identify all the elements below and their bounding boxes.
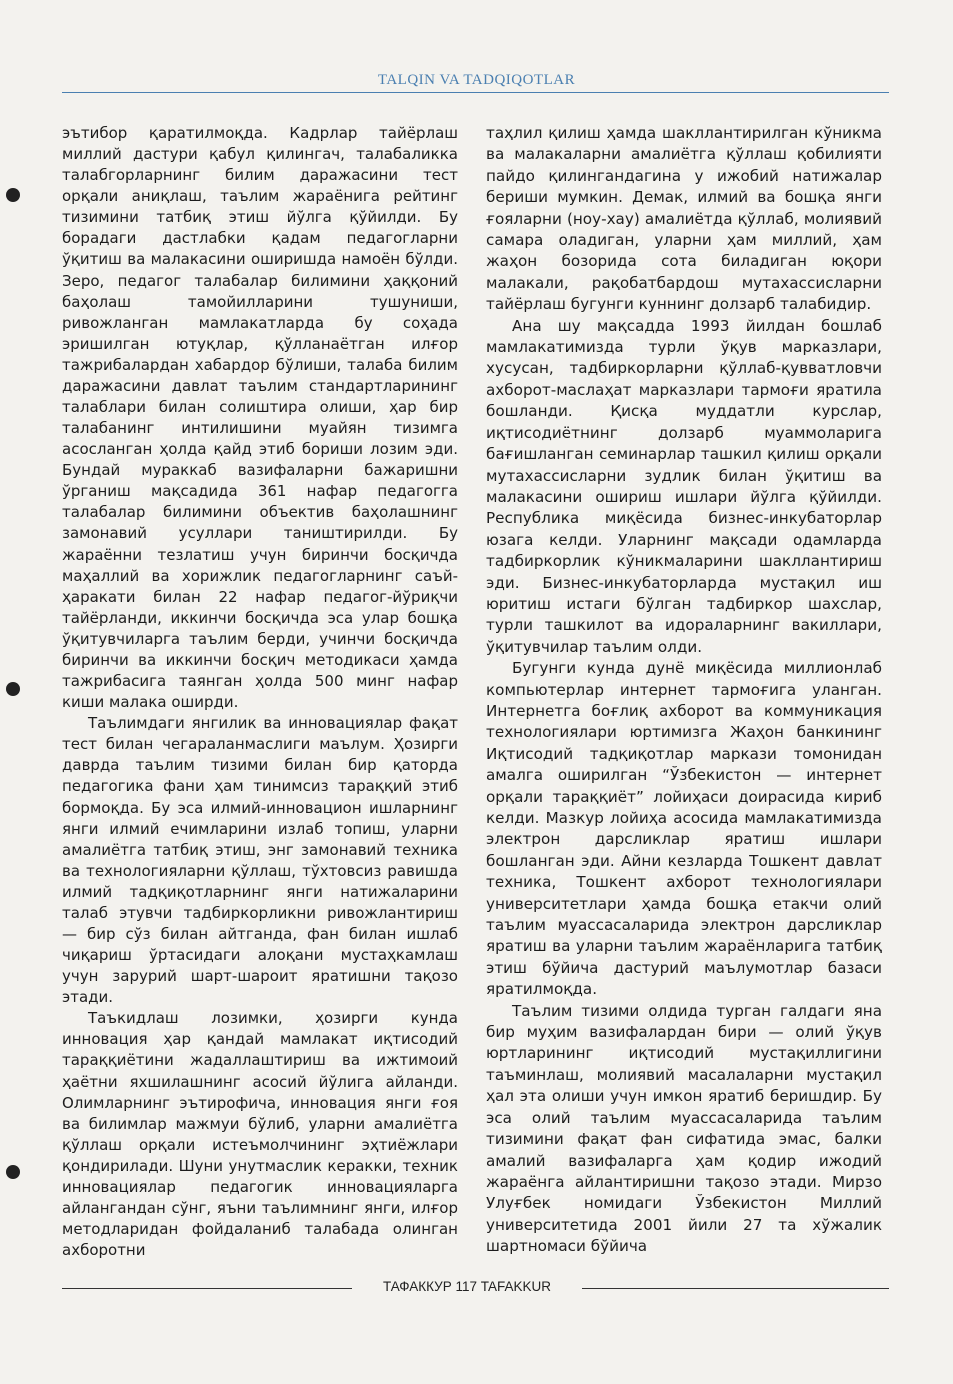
right-column bbox=[486, 123, 882, 1258]
footer-rule-left bbox=[62, 1288, 352, 1289]
paragraph: Таълим тизими олдида турган галдаги яна бир муҳим вазифалардан бири — олий ўқув юртларининг иқтисодий мустақиллигини таъминлаш, молиявий масалаларни мустақил ҳал эта олиши учун имкон яратиб беришдир. Бу эса олий таълим муассасаларида таълим тизимини фақат фан сифатида эмас, балки амалий вазифаларга ҳам қодир ижодий жараёнга айлантиришни тақозо этади. Мирзо Улуғбек номидаги Ўзбекистон Миллий университетида 2001 йили 27 та хўжалик шартномаси бўйича bbox=[486, 1001, 882, 1256]
binding-hole bbox=[6, 1165, 20, 1179]
header-rule bbox=[62, 92, 889, 93]
left-column bbox=[62, 123, 458, 1261]
footer-page-number: ТАФАККУР 117 TAFAKKUR bbox=[382, 1279, 552, 1294]
binding-hole bbox=[6, 188, 20, 202]
page-footer bbox=[62, 1279, 889, 1295]
footer-rule-right bbox=[582, 1288, 889, 1289]
paragraph: эътибор қаратилмоқда. Кадрлар тайёрлаш миллий дастури қабул қилингач, талабаликка талабгорларнинг билим даражасини тест орқали аниқлаш, таълим жараёнига рейтинг тизимини татбиқ этиш йўлга қўйилди. Бу борадаги дастлабки қадам педагогларни ўқитиш ва малакасини оширишда намоён бўлди. Зеро, педагог талабалар билимини ҳаққоний баҳолаш тамойилларини тушуниши, ривожланган мамлакатларда бу соҳада эришилган ютуқлар, қўлланаётган илғор тажрибалардан хабардор бўлиши, талаба билим даражасини давлат таълим стандартларининг талаблари билан солиштира олиши, ҳар бир талабанинг интилишини муайян тизимга асосланган ҳолда қайд этиб бориши лозим эди. Бундай мураккаб вазифаларни бажаришни ўрганиш мақсадида 361 нафар педагогга талабалар билимини объектив баҳолашнинг замонавий усуллари таништирилди. Бу жараённи тезлатиш учун биринчи босқичда маҳаллий ва хорижлик педагогларнинг саъй-ҳаракати билан 22 нафар педагог-йўриқчи тайёрланди, иккинчи босқичда эса улар бошқа ўқитувчиларга таълим берди, учинчи босқичда биринчи ва иккинчи босқич методикаси ҳамда тажрибасига таянган ҳолда 500 минг нафар киши малака оширди. bbox=[62, 124, 458, 712]
running-header: TALQIN VA TADQIQOTLAR bbox=[377, 72, 576, 88]
paragraph: таҳлил қилиш ҳамда шакллантирилган кўникма ва малакаларни амалиётга қўллаш қобилияти пайдо қилингандагина у ижобий натижалар бериши мумкин. Демак, илмий ва бошқа янги ғояларни (ноу-хау) амалиётда қўллаб, молиявий самара оладиган, уларни ҳам миллий, ҳам жаҳон бозорида сота биладиган юқори малакали, рақобатбардош мутахассисларни тайёрлаш бугунги куннинг долзарб талабидир. bbox=[486, 124, 882, 314]
paragraph: Таълимдаги янгилик ва инновациялар фақат тест билан чегараланмаслиги маълум. Ҳозирги даврда таълим тизими билан бир қаторда педагогика фани ҳам тинимсиз тараққий этиб бормоқда. Бу эса илмий-инновацион ишларнинг янги илмий ечимларини излаб топиш, уларни амалиётга татбиқ этиш, энг замонавий техника ва технологияларни қўллаш, тўхтовсиз равишда илмий тадқиқотларнинг янги натижаларини талаб этувчи тадбиркорликни ривожлантириш — бир сўз билан айтганда, фан билан ишлаб чиқариш ўртасидаги алоқани мустаҳкамлаш учун зарурий шарт-шароит яратишни тақозо этади. bbox=[62, 714, 458, 1007]
binding-hole bbox=[6, 682, 20, 696]
paragraph: Таъкидлаш лозимки, ҳозирги кунда инновация ҳар қандай мамлакат иқтисодий тараққиётини жадаллаштириш ва ижтимоий ҳаётни яхшилашнинг асосий йўлига айланди. Олимларнинг эътирофича, инновация янги ғоя ва билимлар мажмуи бўлиб, уларни амалиётга қўллаш орқали истеъмолчининг эҳтиёжлари қондирилади. Шуни унутмаслик керакки, техник инновациялар педагогик инновацияларга айлангандан сўнг, яъни таълимнинг янги, илғор методларидан фойдаланиб талабада олинган ахборотни bbox=[62, 1009, 458, 1260]
paragraph: Бугунги кунда дунё миқёсида миллионлаб компьютерлар интернет тармоғига уланган. Интернетга боғлиқ ахборот ва коммуникация технологиялари юртимизга Жаҳон банкининг Иқтисодий тадқиқотлар маркази томонидан амалга оширилган “Ўзбекистон — интернет орқали тараққиёт” лойиҳаси доирасида кириб келди. Мазкур лойиҳа асосида мамлакатимизда электрон дарсликлар яратиш ишлари бошланган эди. Айни кезларда Тошкент давлат техника, Тошкент ахборот технологиялари университетлари ҳамда бошқа етакчи олий таълим муассасаларида электрон дарсликлар яратиш ва уларни таълим жараёнларига татбиқ этиш бўйича дастурий маълумотлар базаси яратилмоқда. bbox=[486, 659, 882, 999]
paragraph: Ана шу мақсадда 1993 йилдан бошлаб мамлакатимизда турли ўқув марказлари, хусусан, тадбиркорларни қўллаб-қувватловчи ахборот-маслаҳат марказлари тармоғи яратила бошланди. Қисқа муддатли курслар, иқтисодиётнинг долзарб муаммоларига бағишланган семинарлар ташкил қилиш орқали мутахассисларни зудлик билан ўқитиш ва малакасини ошириш ишлари йўлга қўйилди. Республика миқёсида бизнес-инкубаторлар юзага келди. Уларнинг мақсади одамларда тадбиркорлик кўникмаларини шакллантириш эди. Бизнес-инкубаторларда мустақил иш юритиш истаги бўлган тадбиркор шахслар, турли ташкилот ва идораларнинг вакиллари, ўқитувчилар таълим олди. bbox=[486, 316, 882, 656]
